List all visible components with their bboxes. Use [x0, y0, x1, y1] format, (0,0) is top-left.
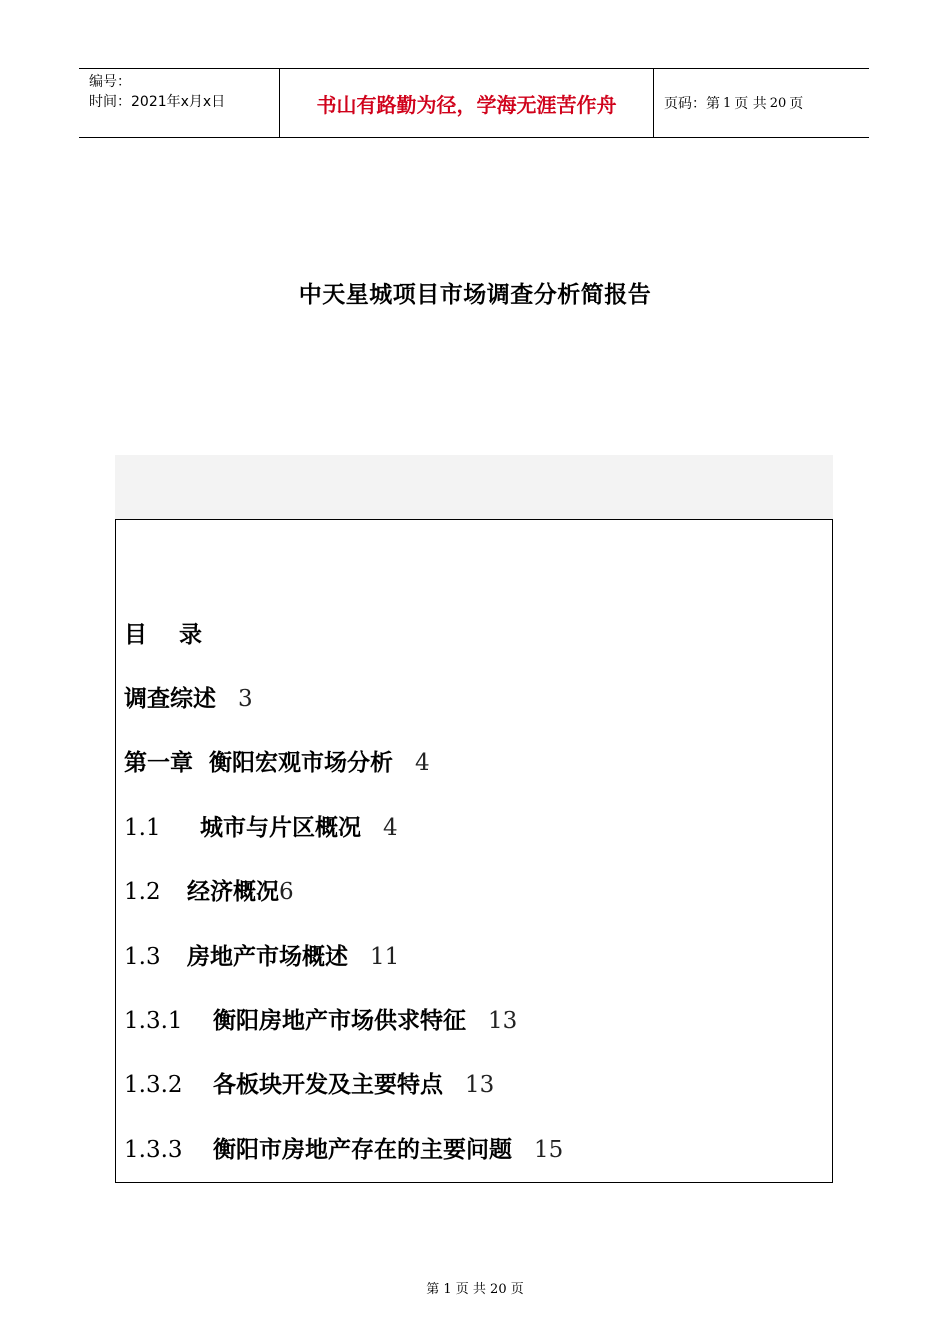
page-total: 20	[769, 95, 787, 111]
toc-item[interactable]	[124, 938, 399, 971]
toc-item-page: 4	[383, 815, 398, 841]
toc-item[interactable]	[124, 809, 398, 842]
toc-heading-text: 目 录	[124, 622, 203, 648]
toc-item-text: 第一章 衡阳宏观市场分析	[124, 750, 394, 776]
toc-item-number: 1.3.1	[124, 1008, 183, 1034]
toc-item-text: 经济概况	[187, 879, 279, 905]
toc-item-number: 1.3.2	[124, 1072, 183, 1098]
toc-item-number: 1.3	[124, 944, 161, 970]
toc-item-page: 4	[415, 750, 430, 776]
toc-item-page: 3	[238, 686, 253, 712]
toc-item[interactable]	[124, 744, 430, 777]
toc-item-page: 13	[488, 1008, 518, 1034]
toc-item-page: 13	[465, 1072, 495, 1098]
code-label: 编号：	[89, 74, 131, 90]
toc-item-page: 15	[534, 1137, 564, 1163]
toc-item-page: 11	[370, 944, 400, 970]
toc-item[interactable]	[124, 680, 253, 713]
toc-item[interactable]	[124, 1131, 563, 1164]
toc-item-text: 房地产市场概述	[187, 944, 348, 970]
toc-item-text: 调查综述	[124, 686, 216, 712]
toc-item-text: 各板块开发及主要特点	[213, 1072, 443, 1098]
toc-item-number: 1.2	[124, 879, 161, 905]
header-page-info	[654, 69, 869, 137]
toc-heading	[124, 616, 202, 649]
gray-band	[115, 455, 833, 519]
toc-item-text: 衡阳房地产市场供求特征	[213, 1008, 466, 1034]
header-motto	[280, 69, 654, 137]
page-current: 1	[723, 95, 732, 111]
toc-item-number: 1.3.3	[124, 1137, 183, 1163]
toc-item-page: 6	[279, 879, 294, 905]
page-mid: 页 共	[734, 96, 767, 112]
time-label: 时间：2021年x月x日	[89, 94, 226, 110]
page-header	[79, 68, 869, 138]
toc-item[interactable]	[124, 1002, 517, 1035]
page-suffix: 页	[789, 96, 804, 112]
header-meta	[79, 69, 280, 137]
document-title: 中天星城项目市场调查分析简报告	[298, 282, 652, 308]
toc-item-number: 1.1	[124, 815, 161, 841]
toc-item-text: 衡阳市房地产存在的主要问题	[213, 1137, 512, 1163]
toc-item[interactable]	[124, 873, 294, 906]
page-prefix: 页码：第	[664, 96, 720, 112]
toc-box	[115, 519, 833, 1183]
page-footer: 第 1 页 共 20 页	[426, 1282, 524, 1297]
motto-text: 书山有路勤为径，学海无涯苦作舟	[316, 92, 617, 117]
toc-item-text: 城市与片区概况	[200, 815, 361, 841]
toc-item[interactable]	[124, 1066, 494, 1099]
